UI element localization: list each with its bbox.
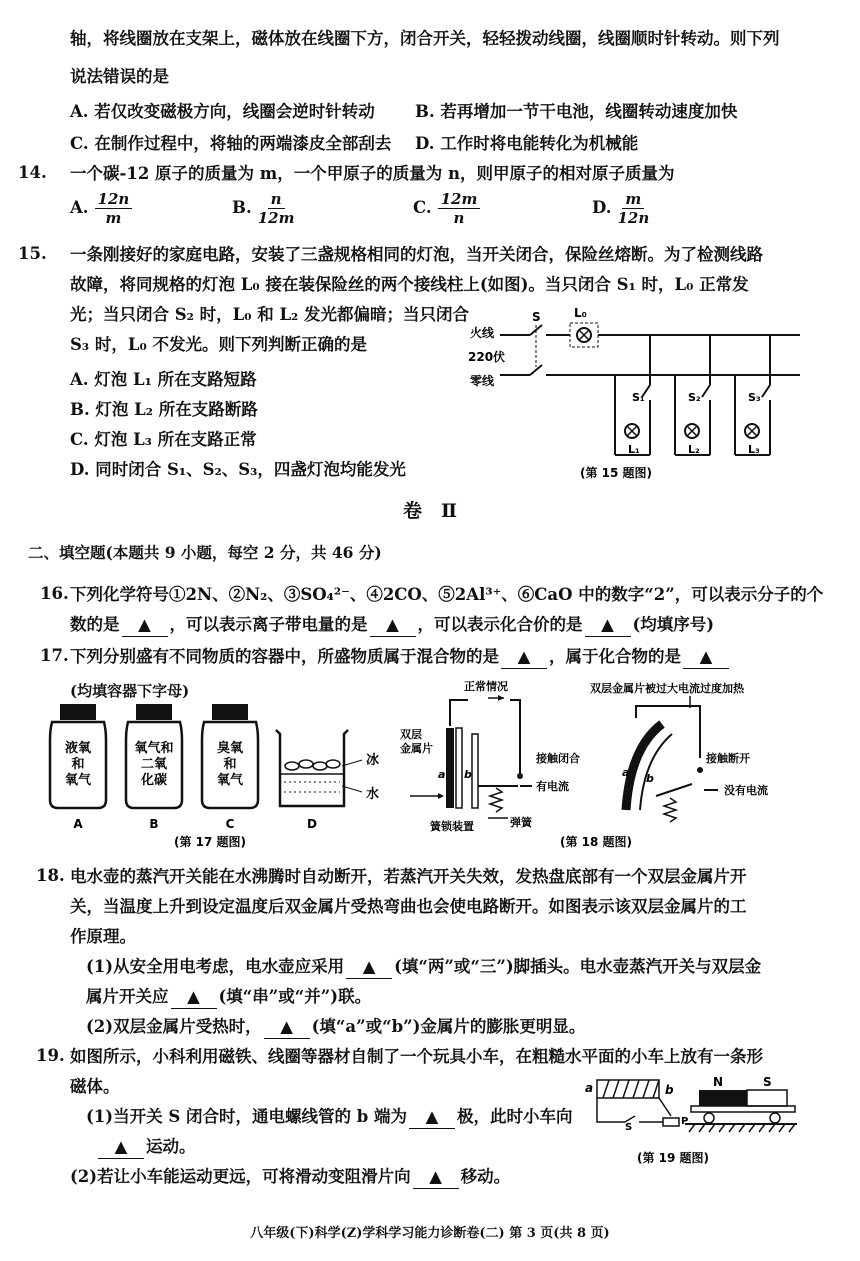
- q19-blank-1[interactable]: ▲: [409, 1106, 455, 1129]
- container-c: [202, 704, 258, 831]
- q19-blank-3[interactable]: ▲: [413, 1166, 459, 1189]
- q18-blank-1[interactable]: ▲: [346, 956, 392, 979]
- q15-option-b: B. 灯泡 L₂ 所在支路断路: [70, 400, 258, 419]
- q13-option-d: D. 工作时将电能转化为机械能: [415, 134, 639, 153]
- metal-b-label: b: [464, 768, 472, 781]
- q17-containers-figure: [30, 700, 390, 850]
- denominator: 12m: [257, 209, 295, 227]
- q18-p1-text-d: (填“串”或“并”)联。: [218, 987, 372, 1006]
- live-wire-label: 火线: [470, 326, 495, 340]
- q16-blank-1[interactable]: ▲: [122, 614, 168, 637]
- q16-text-c: ，可以表示化合价的是: [417, 615, 583, 634]
- q18-line2: 关，当温度上升到设定温度后双金属片受热弯曲也会使电路断开。如图表示该双层金属片的工: [70, 897, 747, 916]
- q14-option-b-label: B.: [232, 198, 252, 217]
- north-pole-label: N: [713, 1075, 724, 1089]
- q19-figure-caption: (第 19 题图): [637, 1151, 710, 1165]
- q18-part2: [86, 1016, 810, 1039]
- switch-s-label: S: [532, 310, 541, 324]
- q16-text-d: (均填序号): [632, 615, 715, 634]
- q14-option-a-fraction: [95, 190, 133, 227]
- container-b-text-2: 二氧: [140, 757, 168, 772]
- q19-line1: 如图所示，小科利用磁铁、线圈等器材自制了一个玩具小车，在粗糙水平面的小车上放有一条形: [70, 1047, 763, 1066]
- q16-line1: 下列化学符号①2N、②N₂、③SO₄²⁻、④2CO、⑤2Al³⁺、⑥CaO 中的数字“2”，可以表示分子的个: [70, 585, 824, 604]
- container-a-text-2: 和: [71, 757, 85, 772]
- container-c-text-1: 臭氧: [216, 741, 244, 756]
- neutral-wire-label: 零线: [470, 374, 495, 388]
- q17-line2: (均填容器下字母): [70, 682, 190, 700]
- q19-toy-car-figure: [585, 1072, 800, 1172]
- q19-blank-2[interactable]: ▲: [98, 1136, 144, 1159]
- ice-label: 冰: [366, 753, 380, 768]
- q13-option-b: B. 若再增加一节干电池，线圈转动速度加快: [415, 102, 738, 121]
- water-label: 水: [366, 787, 380, 802]
- q16-blank-3[interactable]: ▲: [585, 614, 631, 637]
- q14-option-d-label: D.: [592, 198, 612, 217]
- q14-number: 14.: [18, 163, 47, 182]
- q13-option-a: A. 若仅改变磁极方向，线圈会逆时针转动: [70, 102, 375, 121]
- q18-bimetal-figure: [400, 678, 820, 853]
- q17-blank-2[interactable]: ▲: [683, 646, 729, 669]
- q15-number: 15.: [18, 244, 47, 263]
- container-c-letter: C: [225, 817, 235, 831]
- q18-p1-text-c: 属片开关应: [86, 987, 169, 1006]
- q15-figure-caption: (第 15 题图): [580, 466, 653, 480]
- q18-line1: 电水壶的蒸汽开关能在水沸腾时自动断开，若蒸汽开关失效，发热盘底部有一个双层金属片开: [70, 867, 747, 886]
- q19-number: 19.: [36, 1046, 65, 1065]
- q15-stem-line2: 故障，将同规格的灯泡 L₀ 接在装保险丝的两个接线柱上(如图)。当只闭合 S₁ 时，L₀ 正常发: [70, 275, 749, 294]
- normal-condition-label: 正常情况: [464, 680, 508, 693]
- switch-s3-label: S₃: [748, 391, 761, 404]
- q15-option-d: D. 同时闭合 S₁、S₂、S₃，四盏灯泡均能发光: [70, 460, 406, 479]
- q14-option-b-fraction: [258, 190, 295, 227]
- q14-option-b: [232, 190, 294, 227]
- coil-end-b-label: b: [665, 1083, 674, 1097]
- q19-p1-text-c: 运动。: [146, 1137, 196, 1156]
- container-b-text-3: 化碳: [140, 773, 168, 788]
- q14-option-c-label: C.: [413, 198, 432, 217]
- spring-label: 弹簧: [510, 816, 532, 829]
- container-a-text-3: 氧气: [64, 773, 92, 788]
- numerator: 12m: [438, 190, 481, 209]
- q18-p2-text-b: (填“a”或“b”)金属片的膨胀更明显。: [311, 1017, 586, 1036]
- lamp-l0-label: L₀: [574, 306, 587, 320]
- overheated-label: 双层金属片被过大电流过度加热: [590, 682, 744, 695]
- metal-a-label-heated: a: [622, 766, 630, 779]
- container-c-text-2: 和: [223, 757, 237, 772]
- q16-number: 16.: [40, 584, 69, 603]
- q14-option-c-fraction: [438, 190, 481, 227]
- slider-p-label: P: [681, 1116, 689, 1127]
- denominator: n: [453, 209, 465, 227]
- q14-option-a-label: A.: [70, 198, 89, 217]
- q13-option-c: C. 在制作过程中，将轴的两端漆皮全部刮去: [70, 134, 392, 153]
- q14-option-a: [70, 190, 132, 227]
- q13-stem-line2: 说法错误的是: [70, 67, 169, 86]
- q18-part1-line2: [86, 986, 810, 1009]
- numerator: n: [268, 190, 285, 209]
- bimetal-label-2: 金属片: [400, 742, 433, 755]
- lamp-l3-label: L₃: [748, 443, 760, 456]
- coil-end-a-label: a: [585, 1081, 594, 1095]
- container-d-letter: D: [307, 817, 317, 831]
- q17-text-b: ，属于化合物的是: [549, 647, 681, 666]
- q14-option-c: [413, 190, 480, 227]
- page-footer: 八年级(下)科学(Z)学科学习能力诊断卷(二) 第 3 页(共 8 页): [250, 1226, 610, 1241]
- has-current-label: 有电流: [536, 780, 569, 793]
- q17-line1: [70, 646, 810, 669]
- q18-p2-text-a: (2)双层金属片受热时，: [86, 1017, 262, 1036]
- voltage-label: 220伏: [468, 350, 506, 364]
- q18-part1-line1: [86, 956, 810, 979]
- q17-figure-caption: (第 17 题图): [174, 835, 247, 849]
- south-pole-label: S: [763, 1075, 772, 1089]
- container-a: [50, 704, 106, 831]
- q16-text-a: 数的是: [70, 615, 120, 634]
- q19-line2: 磁体。: [70, 1077, 120, 1096]
- q14-option-d: [592, 190, 649, 227]
- container-c-text-3: 氧气: [216, 773, 244, 788]
- q17-text-a: 下列分别盛有不同物质的容器中，所盛物质属于混合物的是: [70, 647, 499, 666]
- contact-open-label: 接触断开: [706, 752, 750, 765]
- q19-p1-text-b: 极，此时小车向: [457, 1107, 573, 1126]
- q15-stem-line4: S₃ 时，L₀ 不发光。则下列判断正确的是: [70, 335, 367, 354]
- metal-b-label-heated: b: [646, 772, 654, 785]
- container-a-text-1: 液氧: [64, 741, 92, 756]
- denominator: 12n: [617, 209, 650, 227]
- q17-number: 17.: [40, 646, 69, 665]
- q18-figure-caption: (第 18 题图): [560, 835, 633, 849]
- q18-line3: 作原理。: [70, 927, 136, 946]
- branch-2: [675, 335, 710, 456]
- no-current-label: 没有电流: [724, 784, 768, 797]
- container-b-text-1: 氧气和: [134, 741, 174, 756]
- q15-stem-line1: 一条刚接好的家庭电路，安装了三盏规格相同的灯泡，当开关闭合，保险丝熔断。为了检测线路: [70, 245, 763, 264]
- switch-s2-label: S₂: [688, 391, 701, 404]
- q16-line2: [70, 614, 810, 637]
- container-d-beaker: [276, 730, 379, 831]
- q15-option-c: C. 灯泡 L₃ 所在支路正常: [70, 430, 257, 449]
- switch-s-label: S: [625, 1122, 633, 1133]
- q18-number: 18.: [36, 866, 65, 885]
- q17-blank-1[interactable]: ▲: [501, 646, 547, 669]
- q19-p2-text-b: 移动。: [460, 1167, 511, 1186]
- q14-option-d-fraction: [617, 190, 649, 227]
- q18-p1-text-a: (1)从安全用电考虑，电水壶应采用: [86, 957, 345, 976]
- switch-s1-label: S₁: [632, 391, 645, 404]
- denominator: m: [105, 209, 122, 227]
- section-2-heading: 二、填空题(本题共 9 小题，每空 2 分，共 46 分): [28, 543, 382, 562]
- branch-3: [735, 335, 770, 456]
- q18-blank-2[interactable]: ▲: [171, 986, 217, 1009]
- section-2-title: 卷 Ⅱ: [402, 500, 457, 522]
- q18-p1-text-b: (填“两”或“三”)脚插头。电水壶蒸汽开关与双层金: [394, 957, 762, 976]
- metal-a-label: a: [438, 768, 446, 781]
- q15-option-a: A. 灯泡 L₁ 所在支路短路: [70, 370, 257, 389]
- numerator: 12n: [95, 190, 133, 209]
- q15-circuit-diagram: [460, 305, 820, 485]
- lamp-l2-label: L₂: [688, 443, 700, 456]
- container-b-letter: B: [149, 817, 159, 831]
- bimetal-label-1: 双层: [400, 728, 422, 741]
- container-a-letter: A: [73, 817, 83, 831]
- q15-stem-line3: 光；当只闭合 S₂ 时，L₀ 和 L₂ 发光都偏暗；当只闭合: [70, 305, 470, 324]
- q18-blank-3[interactable]: ▲: [264, 1016, 310, 1039]
- q14-stem: 一个碳-12 原子的质量为 m，一个甲原子的质量为 n，则甲原子的相对原子质量为: [70, 164, 675, 183]
- q16-blank-2[interactable]: ▲: [370, 614, 416, 637]
- lamp-l1-label: L₁: [628, 443, 640, 456]
- q19-p1-text-a: (1)当开关 S 闭合时，通电螺线管的 b 端为: [86, 1107, 408, 1126]
- q16-text-b: ，可以表示离子带电量的是: [169, 615, 368, 634]
- numerator: m: [622, 190, 644, 209]
- branch-1: [615, 335, 650, 456]
- contact-closed-label: 接触闭合: [536, 752, 580, 765]
- q19-p2-text-a: (2)若让小车能运动更远，可将滑动变阻滑片向: [70, 1167, 411, 1186]
- q13-stem-line1: 轴，将线圈放在支架上，磁体放在线圈下方，闭合开关，轻轻拨动线圈，线圈顺时针转动。则下列: [70, 29, 780, 48]
- container-b: [126, 704, 182, 831]
- lock-device-label: 簧锁装置: [430, 820, 474, 833]
